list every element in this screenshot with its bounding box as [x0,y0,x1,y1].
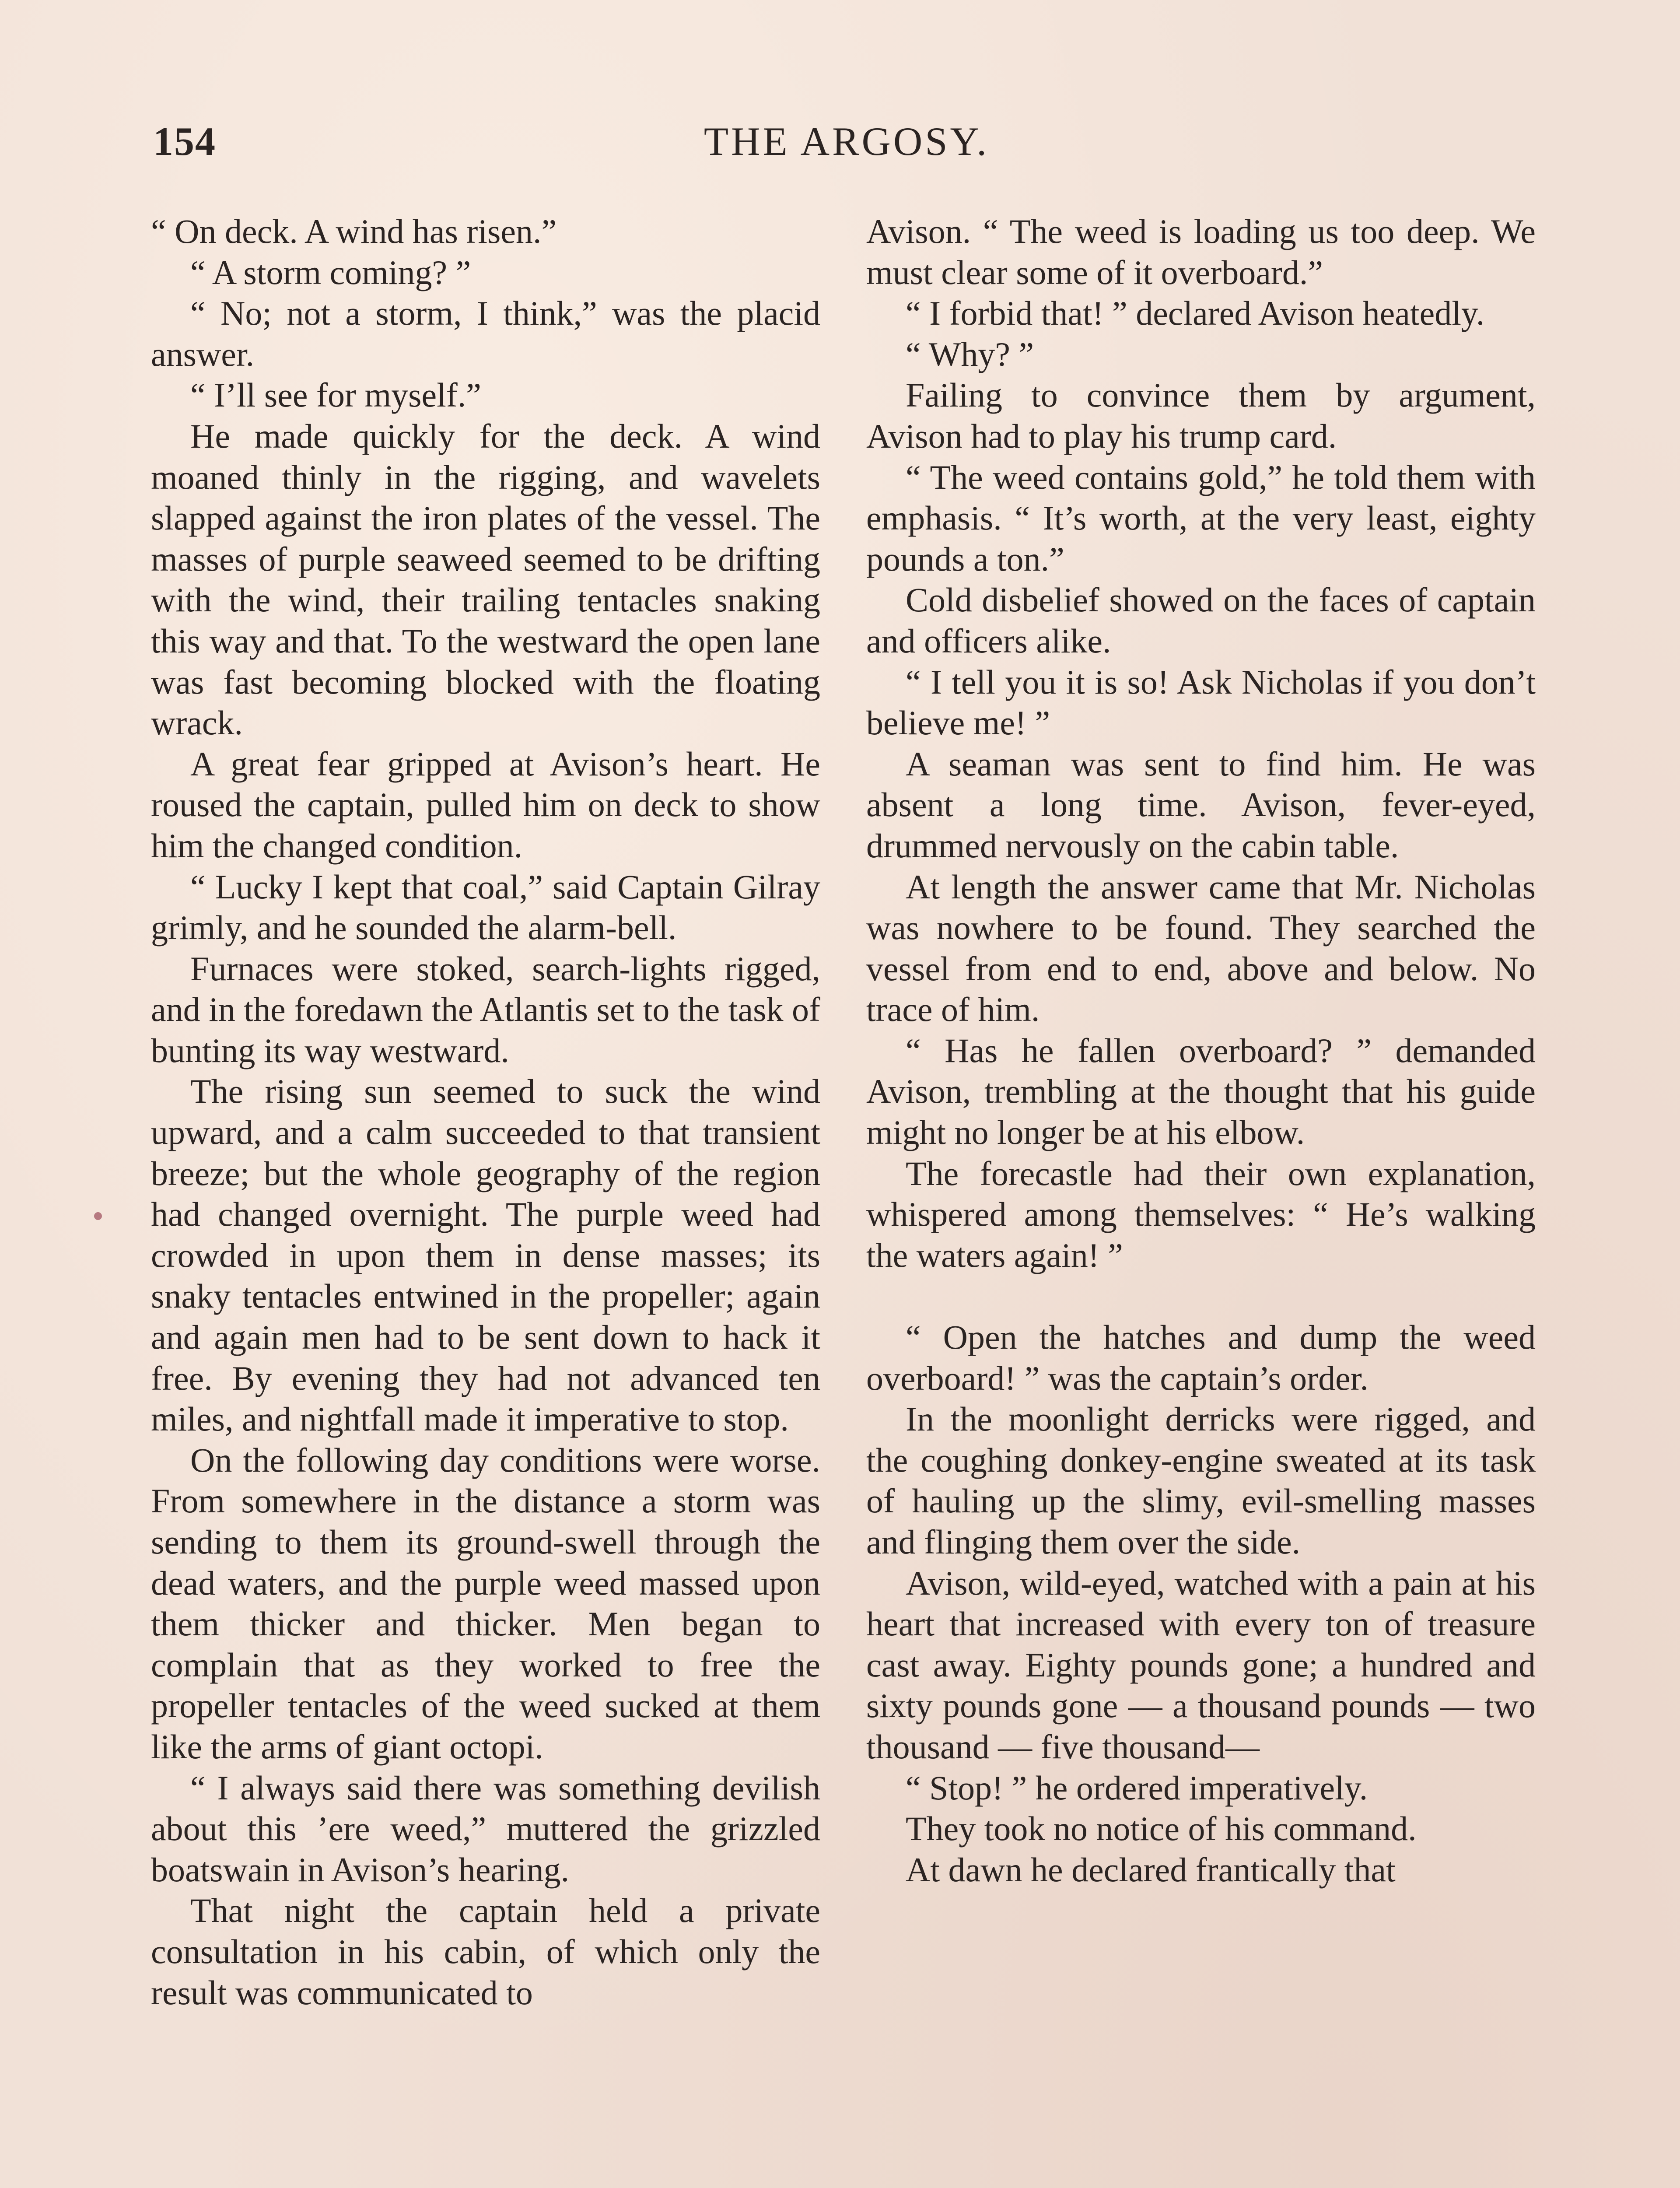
paragraph: “ On deck. A wind has risen.” [151,212,557,250]
paragraph: Furnaces were stoked, search-lights rigged, and in the foredawn the Atlantis set to the task of bunting its way westward. [151,949,820,1069]
paragraph: “ Stop! ” he ordered imperatively. [906,1768,1368,1807]
paper-speck [94,1212,102,1220]
left-column [151,211,820,2013]
paragraph: At dawn he declared frantically that [906,1850,1396,1889]
paragraph: A seaman was sent to find him. He was absent a long time. Avison, fever-eyed, drummed nervously on the cabin table. [866,744,1536,865]
paragraph: Failing to convince them by argument, Avison had to play his trump card. [866,376,1536,455]
paragraph: “ The weed contains gold,” he told them with emphasis. “ It’s worth, at the very least, eighty pounds a ton.” [866,458,1536,578]
paragraph: “ No; not a storm, I think,” was the placid answer. [151,294,820,373]
paragraph: At length the answer came that Mr. Nicholas was nowhere to be found. They searched the vessel from end to end, above and below. No trace of him. [866,867,1536,1029]
section-break [866,1276,1536,1317]
paragraph: Cold disbelief showed on the faces of captain and officers alike. [866,581,1536,660]
continued-paragraph: Avison. “ The weed is loading us too deep. We must clear some of it overboard.” [866,212,1536,291]
page-number: 154 [153,119,216,164]
paragraph: “ A storm coming? ” [190,253,471,291]
paragraph: A great fear gripped at Avison’s heart. He roused the captain, pulled him on deck to show him the changed condition. [151,744,820,865]
running-head: THE ARGOSY. [704,119,990,164]
paragraph: In the moonlight derricks were rigged, and the coughing donkey-engine sweated at its task of hauling up the slimy, evil-smelling masses and flinging them over the side. [866,1400,1536,1561]
paragraph: The rising sun seemed to suck the wind upward, and a calm succeeded to that transient breeze; but the whole geography of the region had changed overnight. The purple weed had crowded in upon them in dense masses; its snaky tentacles entwined in the propeller; again and again men had to be sent down to hack it free. By evening they had not advanced ten miles, and nightfall made it imperative to stop. [151,1072,820,1438]
paragraph: On the following day conditions were worse. From somewhere in the distance a storm was sending to them its ground-swell through the dead waters, and the purple weed massed upon them thicker and thicker. Men began to complain that as they worked to free the propeller tentacles of the weed sucked at them like the arms of giant octopi. [151,1441,820,1766]
paragraph: “ Why? ” [906,335,1034,373]
paragraph: The forecastle had their own explanation, whispered among themselves: “ He’s walking the waters again! ” [866,1154,1536,1274]
paragraph: “ I’ll see for myself.” [190,376,481,414]
paragraph: “ Has he fallen overboard? ” demanded Avison, trembling at the thought that his guide might no longer be at his elbow. [866,1031,1536,1152]
paragraph: “ I always said there was something devilish about this ’ere weed,” muttered the grizzled boatswain in Avison’s hearing. [151,1768,820,1889]
paragraph: “ Open the hatches and dump the weed overboard! ” was the captain’s order. [866,1318,1536,1397]
paragraph: “ Lucky I kept that coal,” said Captain Gilray grimly, and he sounded the alarm-bell. [151,867,820,947]
paragraph: Avison, wild-eyed, watched with a pain at his heart that increased with every ton of treasure cast away. Eighty pounds gone; a hundred and sixty pounds gone — a thousand pounds — two thousand — five thousand— [866,1564,1536,1766]
paragraph: They took no notice of his command. [906,1809,1417,1848]
page-header [153,118,1540,179]
paragraph: He made quickly for the deck. A wind moaned thinly in the rigging, and wavelets slapped against the iron plates of the vessel. The masses of purple seaweed seemed to be drifting with the wind, their trailing tentacles snaking this way and that. To the westward the open lane was fast becoming blocked with the floating wrack. [151,417,820,742]
right-column [866,211,1536,1890]
paragraph: “ I tell you it is so! Ask Nicholas if you don’t believe me! ” [866,663,1536,742]
paragraph: “ I forbid that! ” declared Avison heatedly. [906,294,1485,333]
paragraph: That night the captain held a private consultation in his cabin, of which only the result was communicated to [151,1891,820,2012]
